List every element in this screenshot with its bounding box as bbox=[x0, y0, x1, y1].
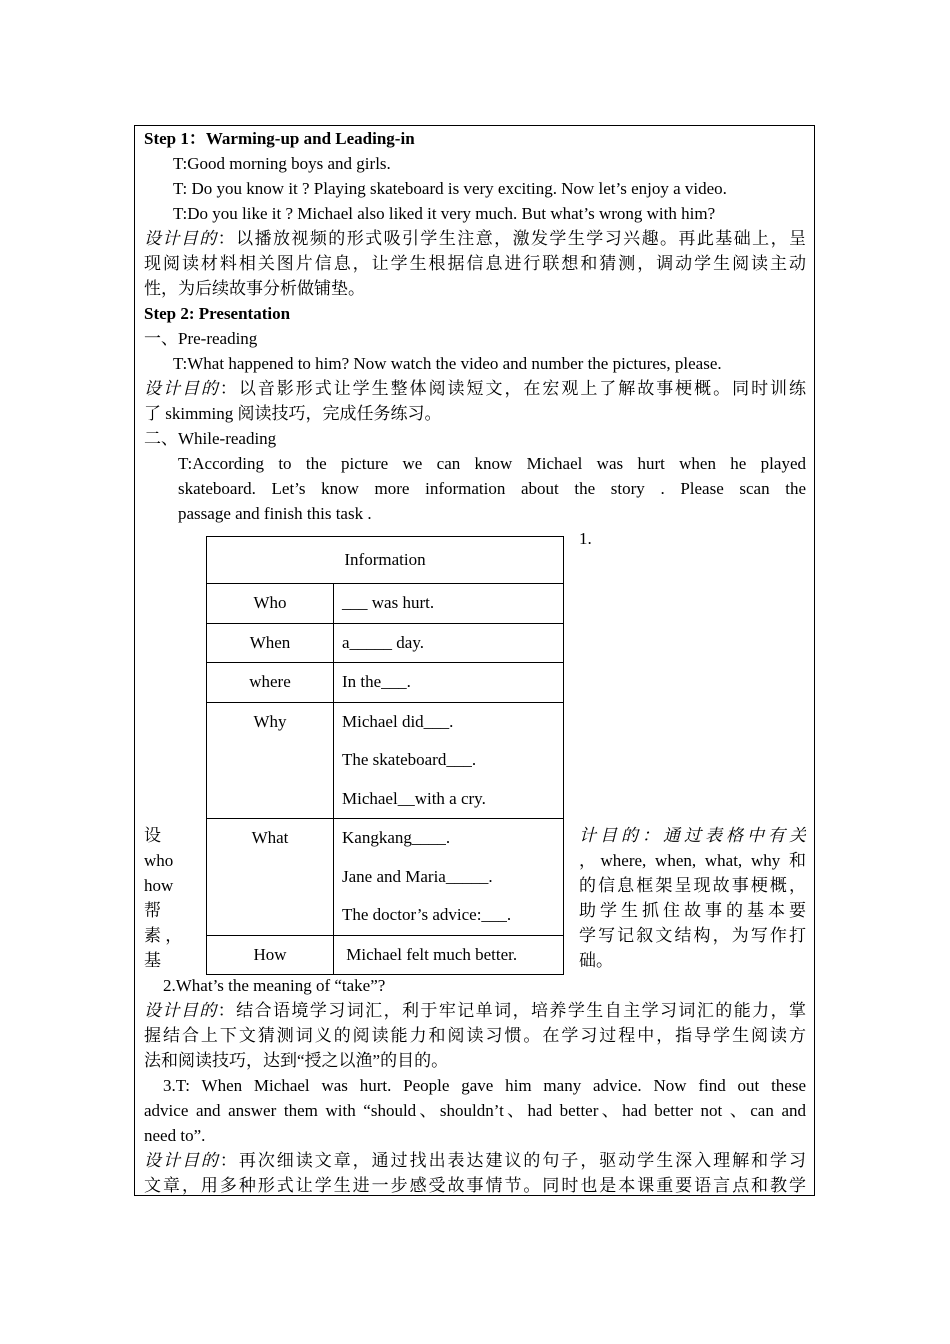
step1-design-line-2: 现阅读材料相关图片信息，让学生根据信息进行联想和猜测，调动学生阅读主动 bbox=[144, 254, 806, 273]
table-header-row bbox=[207, 537, 564, 584]
row-value: In the___. bbox=[342, 672, 411, 691]
left-fragment: 基 bbox=[144, 951, 161, 970]
design-label: 设计目的 bbox=[144, 1151, 220, 1170]
right-fragment: 础。 bbox=[579, 951, 613, 970]
task-number: 1. bbox=[579, 529, 592, 548]
design-label: 设计目的 bbox=[144, 379, 220, 398]
step1-title: Step 1：Warming-up and Leading-in bbox=[144, 129, 415, 148]
table-row bbox=[207, 935, 564, 975]
row-label-who: Who bbox=[253, 593, 287, 612]
design-label: 设计目的 bbox=[144, 229, 218, 248]
row-value: The doctor’s advice:___. bbox=[342, 905, 512, 924]
row-value: Kangkang____. bbox=[342, 828, 451, 847]
question-3-line-1: 3.T: When Michael was hurt. People gave him many advice. Now find out these bbox=[163, 1076, 806, 1095]
step1-design-line-3: 性，为后续故事分析做铺垫。 bbox=[144, 279, 365, 298]
right-fragment: 计目的：通过表格中有关 bbox=[579, 826, 806, 845]
left-fragment: how bbox=[144, 876, 174, 895]
lesson-plan-cell bbox=[134, 125, 815, 1196]
table-row bbox=[207, 584, 564, 624]
right-fragment: 学写记叙文结构，为写作打 bbox=[579, 926, 806, 945]
row-label-when: When bbox=[249, 632, 291, 652]
left-fragment: 素 ， bbox=[144, 926, 183, 945]
row-label-what: What bbox=[251, 828, 289, 847]
left-fragment: 设 bbox=[144, 826, 161, 845]
design2-line-2: 握结合上下文猜测词义的阅读能力和阅读习惯。在学习过程中，指导学生阅读方 bbox=[144, 1026, 806, 1045]
step1-line-2: T: Do you know it ? Playing skateboard is very exciting. Now let’s enjoy a video. bbox=[173, 179, 727, 198]
pre-reading-heading: 一、Pre-reading bbox=[144, 329, 258, 348]
row-value: ___ was hurt. bbox=[342, 593, 435, 612]
design1-line-2: 了 skimming 阅读技巧，完成任务练习。 bbox=[144, 404, 442, 423]
row-value: Michael__with a cry. bbox=[342, 788, 486, 808]
information-table bbox=[206, 536, 564, 975]
while-reading-heading: 二、While-reading bbox=[144, 429, 277, 448]
while-line-3: passage and finish this task . bbox=[178, 504, 372, 523]
right-fragment: ，where, when, what, why 和 bbox=[579, 851, 806, 870]
question-3-line-3: need to”. bbox=[144, 1126, 206, 1145]
while-line-2: skateboard. Let’s know more information about the story . Please scan the bbox=[178, 479, 806, 498]
design3-line-1: 设计目的：再次细读文章，通过找出表达建议的句子，驱动学生深入理解和学习 bbox=[144, 1151, 806, 1170]
table-row bbox=[207, 702, 564, 819]
row-value: Michael felt much better. bbox=[342, 944, 518, 964]
design1-line-1: 设计目的：以音影形式让学生整体阅读短文，在宏观上了解故事梗概。同时训练 bbox=[144, 379, 806, 398]
table-row bbox=[207, 819, 564, 936]
row-label-where: where bbox=[249, 672, 291, 691]
table-row bbox=[207, 623, 564, 663]
design-label: 设计目的 bbox=[144, 1001, 218, 1020]
row-value: a_____ day. bbox=[342, 632, 424, 652]
step2-title: Step 2: Presentation bbox=[144, 304, 291, 323]
left-fragment: 帮 bbox=[144, 901, 161, 920]
while-line-1: T:According to the picture we can know Michael was hurt when he played bbox=[178, 454, 806, 473]
row-value: Michael did___. bbox=[342, 711, 454, 731]
step1-line-3: T:Do you like it ? Michael also liked it very much. But what’s wrong with him? bbox=[173, 204, 716, 223]
design2-line-1: 设计目的：结合语境学习词汇，利于牢记单词，培养学生自主学习词汇的能力，掌 bbox=[144, 1001, 806, 1020]
design2-line-3: 法和阅读技巧，达到“授之以渔”的目的。 bbox=[144, 1051, 449, 1070]
table-row bbox=[207, 663, 564, 703]
row-value: The skateboard___. bbox=[342, 750, 477, 769]
step1-design-line-1: 设计目的：以播放视频的形式吸引学生注意，激发学生学习兴趣。再此基础上，呈 bbox=[144, 229, 806, 248]
row-label-how: How bbox=[253, 944, 287, 964]
right-fragment: 的信息框架呈现故事梗概， bbox=[579, 876, 806, 895]
design3-line-2: 文章，用多种形式让学生进一步感受故事情节。同时也是本课重要语言点和教学 bbox=[144, 1176, 806, 1195]
row-value: Jane and Maria_____. bbox=[342, 866, 493, 886]
question-2: 2.What’s the meaning of “take”? bbox=[163, 976, 386, 995]
table-header: Information bbox=[207, 537, 564, 584]
left-fragment: who bbox=[144, 851, 174, 870]
question-3-line-2: advice and answer them with “should、shouldn’t、had better、had better not 、can and bbox=[144, 1101, 806, 1120]
pre-reading-line: T:What happened to him? Now watch the video and number the pictures, please. bbox=[173, 354, 722, 373]
row-label-why: Why bbox=[253, 711, 287, 731]
step1-line-1: T:Good morning boys and girls. bbox=[173, 154, 391, 173]
right-fragment: 助学生抓住故事的基本要 bbox=[579, 901, 806, 920]
